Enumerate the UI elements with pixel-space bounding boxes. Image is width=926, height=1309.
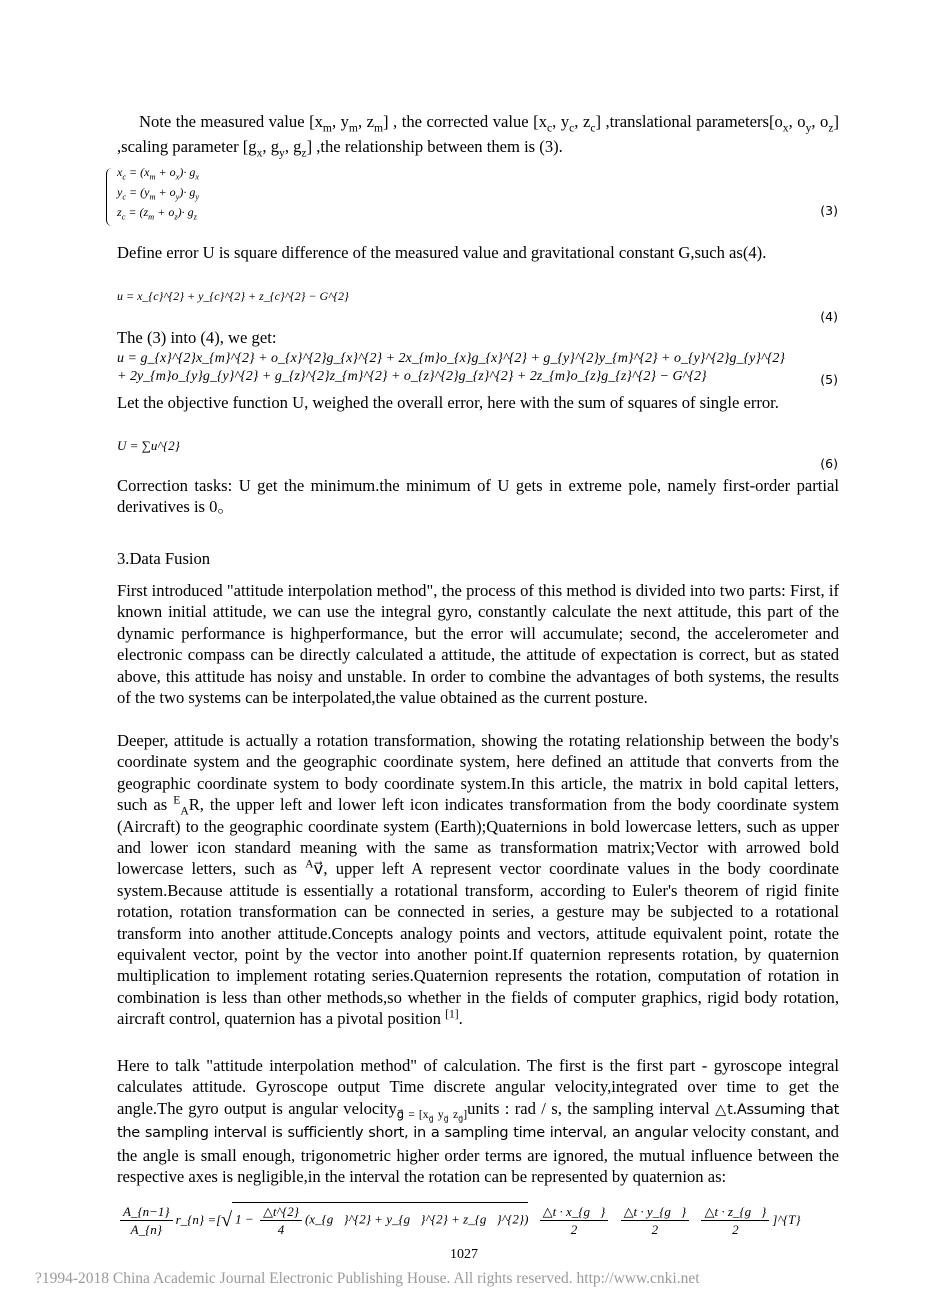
paragraph-gyroscope: [117, 1055, 839, 1187]
equation-3-line-2: $y_c = (y_m + o_y)\cdot g_y$: [117, 185, 200, 202]
lhs-numerator: A_{n−1}: [120, 1203, 173, 1221]
equation-quaternion: [117, 1202, 801, 1238]
equation-brace: [106, 168, 113, 226]
paragraph-text: velocity constant, and the angle is small enough, trigonometric higher order terms are ignored, the mutual influence between the respective axes is negligible,in the interval the rotation can be represented by quaternion as:: [117, 1122, 839, 1187]
y-denominator: 2: [651, 1221, 659, 1237]
copyright-footer: ?1994-2018 China Academic Journal Electronic Publishing House. All rights reserved. http://www.cnki.net: [35, 1270, 700, 1287]
z-numerator: △t · z_{g⃗}: [701, 1203, 769, 1221]
x-numerator: △t · x_{g⃗}: [540, 1203, 609, 1221]
equation-4: u = x_{c}^{2} + y_{c}^{2} + z_{c}^{2} − G^{2}: [117, 289, 349, 303]
sqrt-sign: √: [221, 1209, 233, 1231]
equation-4-label: (4): [820, 309, 838, 324]
equation-3-label: (3): [820, 203, 838, 218]
equation-5-label: (5): [820, 372, 838, 387]
equation-3-line-3: $z_c = (z_m + o_z)\cdot g_z$: [117, 205, 197, 222]
paragraph-attitude-rotation: Deeper, attitude is actually a rotation transformation, showing the rotating relationship between the body's coordinate system and the geographic coordinate system, here defined an attitude that converts from the geographic coordinate system to body coordinate system.In this article, the matrix in bold capital letters, such as $^E_A$R, the upper left and lower left icon indicates transformation from the body coordinate system (Aircraft) to the geographic coordinate system (Earth);Quaternions in bold lowercase letters, such as upper and lower icon standard meaning with the same as transformation matrix;Vector with arrowed bold lowercase letters, such as $^A$v⃗, upper left A represent vector coordinate values in the body coordinate system.Because attitude is essentially a rotational transform, according to Euler's theorem of rigid finite rotation, rotation transformation can be connected in series, a gesture may be subjected to a rotational transform into another attitude.Concepts analogy points and vectors, attitude equivalent point, rotate the equivalent vector, point by the vector into another point.If quaternion represents rotation, by quaternion multiplication to implement rotating series.Quaternion represents the rotation, computation of rotation in combination is less than other methods,so whether in the fields of computer graphics, rigid body rotation, aircraft control, quaternion has a pivotal position [1].: [117, 731, 839, 1029]
paragraph-measured-value: [117, 109, 839, 159]
square-root: [232, 1202, 528, 1238]
dt2-numerator: △t^{2}: [260, 1203, 302, 1221]
equation-6: U = ∑u^{2}: [117, 438, 180, 453]
paragraph-data-fusion: First introduced "attitude interpolation method", the process of this method is divided into two parts: First, if known initial attitude, we can use the integral gyro, constantly calculate the next attitude, this part of the dynamic performance is highperformance, but the error will accumulate; second, the accelerometer and electronic compass can be directly calculated a attitude, the attitude of expectation is correct, but as stated above, this attitude has noisy and unstable. In order to combine the advantages of both systems, the results of the two systems can be interpolated,the value obtained as the current posture.: [117, 581, 839, 708]
paragraph-objective-function: Let the objective function U, weighed the overall error, here with the sum of squares of single error.: [117, 393, 779, 412]
paragraph-text: Here to talk "attitude interpolation method" of calculation. The first is the first part - gyroscope integral calculates attitude. Gyroscope output Time discrete angular velocity,integrated over time to get the angle.The gyro output is angular velocity$_{g⃗ = [x_{g⃗} y_{g⃗} z_{g⃗}]}$units : rad / s, the sampling interval: [117, 1056, 839, 1124]
paragraph-text: Note the measured value [$x_m$, $y_m$, $z_m$] , the corrected value [$x_c$, $y_c$, $z_c$] ,translational $parameters[o_x$, $o_y$, $o_z$] ,scaling parameter [$g_x$, $g_y$, $g_z$] ,the relationship between them is (3).: [117, 112, 840, 160]
section-heading: 3.Data Fusion: [117, 549, 211, 568]
y-numerator: △t · y_{g⃗}: [621, 1203, 690, 1221]
equation-6-label: (6): [820, 456, 838, 471]
fraction-lhs: [120, 1203, 173, 1238]
paragraph-define-error: [117, 242, 839, 263]
lhs-r: r_{n} =[: [175, 1212, 222, 1227]
page-number: 1027: [450, 1247, 478, 1262]
lhs-denominator: A_{n}: [130, 1221, 162, 1237]
z-denominator: 2: [732, 1221, 739, 1237]
equation-5: u = g_{x}^{2}x_{m}^{2} + o_{x}^{2}g_{x}^{2} + 2x_{m}o_{x}g_{x}^{2} + g_{y}^{2}y_{m}^{2} + o_{y}^{2}g_{y}^{2} + 2y_{m}o_{y}g_{y}^{2} + g_{z}^{2}z_{m}^{2} + o_{z}^{2}g_{z}^{2} + 2z_{m}o_{z}g_{z}^{2} − G^{2}: [117, 351, 786, 384]
sqrt-one: 1 −: [235, 1211, 257, 1227]
equation-3-line-1: $x_c = (x_m + o_x)\cdot g_x$: [117, 165, 200, 182]
fraction-z: [701, 1203, 769, 1238]
dt2-denominator: 4: [277, 1222, 285, 1237]
sum-squares: (x_{g⃗}^{2} + y_{g⃗}^{2} + z_{g⃗}^{2}): [304, 1211, 529, 1227]
paragraph-text-sans: △t.Assuming that the sampling interval is sufficiently short, in a sampling time interval, an angular: [117, 1101, 839, 1142]
fraction-y: [621, 1203, 690, 1238]
fraction-x: [540, 1203, 609, 1238]
transpose-bracket: ]^{T}: [772, 1212, 801, 1227]
paragraph-correction-tasks: Correction tasks: U get the minimum.the minimum of U gets in extreme pole, namely first-order partial derivatives is 0。: [117, 476, 839, 517]
fraction-dt2: [260, 1203, 302, 1238]
paragraph-substitution: The (3) into (4), we get:: [117, 328, 277, 347]
x-denominator: 2: [570, 1221, 578, 1237]
paragraph-text: Define error U is square difference of the measured value and gravitational constant G,such as(4).: [117, 243, 767, 262]
